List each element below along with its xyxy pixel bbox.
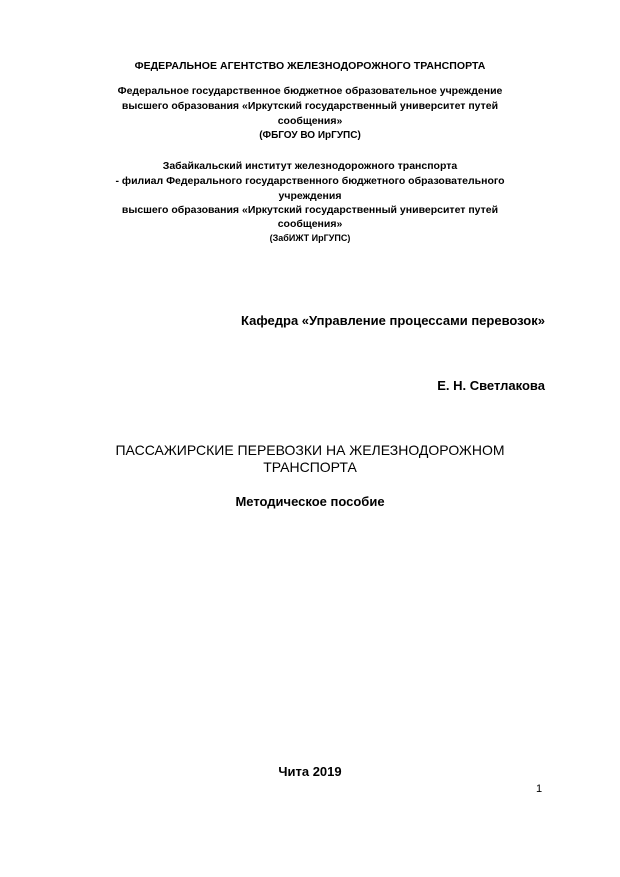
institute-line-4: высшего образования «Иркутский государственный университет путей (121, 204, 499, 216)
institute-line-5: сообщения» (277, 218, 343, 230)
agency-name: ФЕДЕРАЛЬНОЕ АГЕНТСТВО ЖЕЛЕЗНОДОРОЖНОГО ТРАНСПОРТА (134, 60, 486, 72)
university-line-3: сообщения» (277, 115, 343, 127)
institute-line-3: учреждения (278, 190, 342, 202)
university-line-2: высшего образования «Иркутский государственный университет путей (121, 100, 499, 112)
institute-line-2: - филиал Федерального государственного бюджетного образовательного (115, 175, 505, 187)
university-abbreviation: (ФБГОУ ВО ИрГУПС) (259, 130, 361, 141)
document-title-line-1: ПАССАЖИРСКИЕ ПЕРЕВОЗКИ НА ЖЕЛЕЗНОДОРОЖНОМ (115, 442, 505, 458)
document-title-line-2: ТРАНСПОРТА (263, 459, 357, 475)
author-name: Е. Н. Светлакова (437, 378, 545, 393)
city-year: Чита 2019 (278, 764, 342, 779)
document-subtitle: Методическое пособие (235, 494, 385, 509)
university-line-1: Федеральное государственное бюджетное образовательное учреждение (117, 85, 503, 97)
page-number: 1 (536, 783, 543, 795)
institute-abbreviation: (ЗабИЖТ ИрГУПС) (269, 233, 351, 243)
department-name: Кафедра «Управление процессами перевозок» (241, 313, 545, 328)
institute-line-1: Забайкальский институт железнодорожного транспорта (162, 160, 458, 172)
